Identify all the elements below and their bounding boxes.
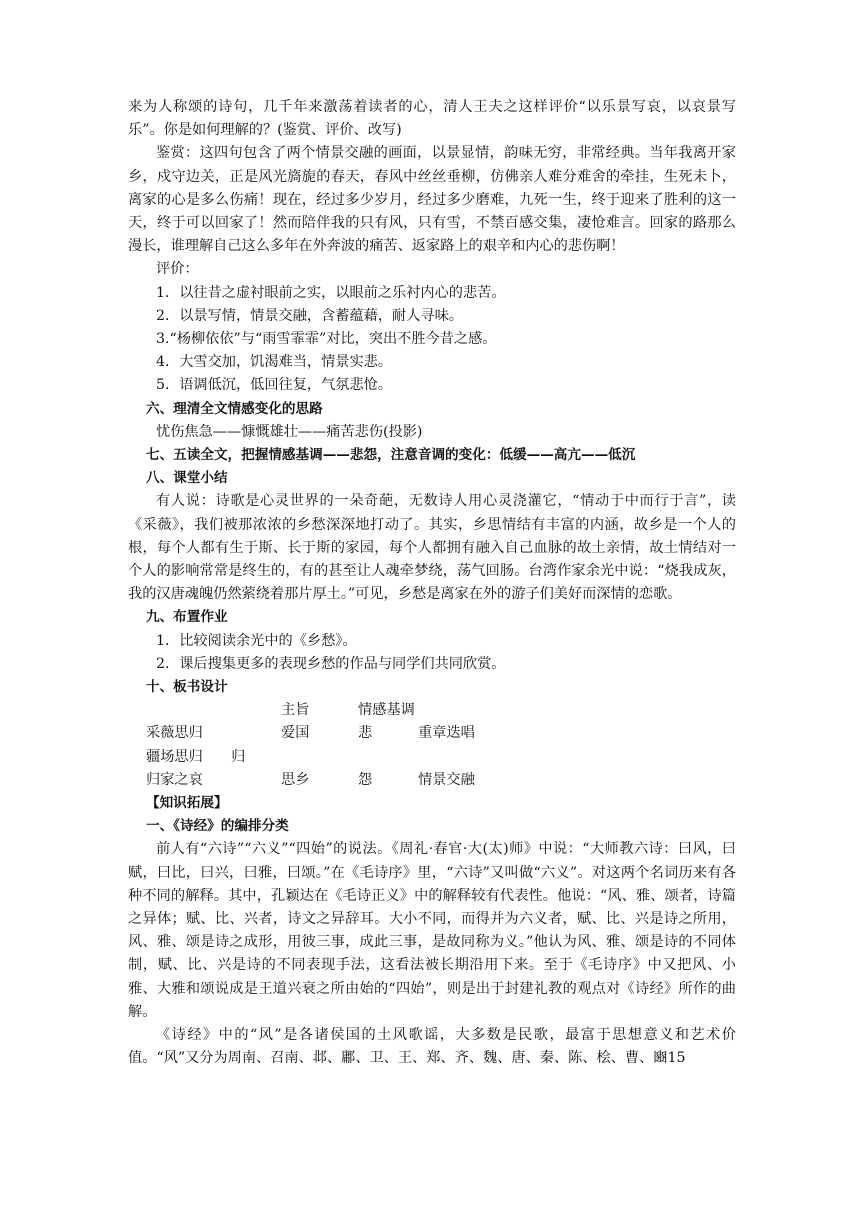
- board-cell: 疆场思归 归: [146, 748, 246, 765]
- evaluation-item: 2．以景写情，情景交融，含蓄蕴藉，耐人寻味。: [156, 307, 463, 324]
- extension-heading: 【知识拓展】: [146, 795, 228, 812]
- board-cell: 爱国: [281, 725, 310, 742]
- board-header-row: [146, 699, 736, 722]
- section-6-body: 忧伤焦急——慷慨雄壮——痛苦悲伤(投影): [156, 423, 423, 440]
- homework-item: 2．课后搜集更多的表现乡愁的作品与同学们共同欣赏。: [156, 655, 506, 672]
- section-7-heading: 七、五读全文，把握情感基调——悲怨，注意音调的变化：低缓——高亢——低沉: [146, 447, 636, 464]
- section-10-heading: 十、板书设计: [146, 679, 228, 696]
- board-row: [146, 722, 736, 745]
- evaluation-item: 3.“杨柳依依”与“雨雪霏霏”对比，突出不胜今昔之感。: [156, 331, 497, 348]
- board-cell: 悲: [358, 725, 373, 742]
- extension-1-paragraph: 《诗经》中的“风”是各诸侯国的土风歌谣，大多数是民歌，最富于思想意义和艺术价值。“风”又分为周南、召南、邶、鄘、卫、王、郑、齐、魏、唐、秦、陈、桧、曹、豳15: [128, 1027, 736, 1067]
- board-cell: 主旨: [281, 702, 310, 719]
- blackboard-design: [128, 699, 736, 792]
- section-6-heading: 六、理清全文情感变化的思路: [146, 400, 323, 417]
- board-cell: [146, 699, 281, 722]
- extension-1-paragraph: 前人有“六诗”“六义”“四始”的说法。《周礼·春官·大(太)师》中说：“大师教六诗：曰风，曰赋，曰比，曰兴，曰雅，曰颂。”在《毛诗序》里，“六诗”又叫做“六义”。对这两个名词历来有各种不同的解释。其中，孔颖达在《毛诗正义》中的解释较有代表性。他说：“风、雅、颂者，诗篇之异体；赋、比、兴者，诗文之异辞耳。大小不同，而得并为六义者，赋、比、兴是诗之所用，风、雅、颂是诗之成形，用彼三事，成此三事，是故同称为义。”他认为风、雅、颂是诗的不同体制，赋、比、兴是诗的不同表现手法，这看法被长期沿用下来。至于《毛诗序》中又把风、小雅、大雅和颂说成是王道兴衰之所由始的“四始”，则是出于封建礼教的观点对《诗经》所作的曲解。: [128, 841, 736, 1020]
- appreciation-paragraph: 鉴赏：这四句包含了两个情景交融的画面，以景显情，韵味无穷，非常经典。当年我离开家乡，戍守边关，正是风光旖旎的春天，春风中丝丝垂柳，仿佛亲人难分难舍的牵挂，生死未卜，离家的心是多么伤痛！现在，经过多少岁月，经过多少磨难，九死一生，终于迎来了胜利的这一天，终于可以回家了！然而陪伴我的只有风，只有雪，不禁百感交集，凄怆难言。回家的路那么漫长，谁理解自己这么多年在外奔波的痛苦、返家路上的艰辛和内心的悲伤啊！: [128, 145, 736, 255]
- board-cell: 情景交融: [418, 771, 475, 788]
- homework-item: 1．比较阅读余光中的《乡愁》。: [156, 632, 357, 649]
- section-8-body: 有人说：诗歌是心灵世界的一朵奇葩，无数诗人用心灵浇灌它，“情动于中而行于言”，读《采薇》，我们被那浓浓的乡愁深深地打动了。其实，乡思情结有丰富的内涵，故乡是一个人的根，每个人都有生于斯、长于斯的家园，每个人都拥有融入自己血脉的故土亲情，故土情结对一个人的影响常常是终生的，有的甚至让人魂牵梦绕，荡气回肠。台湾作家余光中说：“烧我成灰，我的汉唐魂魄仍然萦绕着那片厚土。”可见，乡愁是离家在外的游子们美好而深情的恋歌。: [128, 493, 736, 603]
- evaluation-item: 5．语调低沉，低回往复，气氛悲怆。: [156, 377, 393, 394]
- extension-1-heading: 一、《诗经》的编排分类: [146, 818, 289, 835]
- board-cell: 情感基调: [358, 702, 415, 719]
- board-cell: 归家之哀: [146, 771, 203, 788]
- evaluation-item: 1．以往昔之虚衬眼前之实，以眼前之乐衬内心的悲苦。: [156, 284, 506, 301]
- board-cell: 重章迭唱: [418, 725, 475, 742]
- document-page: [128, 96, 736, 1070]
- board-row: [146, 769, 736, 792]
- board-cell: 采薇思归: [146, 725, 203, 742]
- board-cell: 思乡: [281, 771, 310, 788]
- evaluation-item: 4．大雪交加，饥渴难当，情景实悲。: [156, 354, 393, 371]
- section-8-heading: 八、课堂小结: [146, 470, 228, 487]
- board-row: [146, 746, 736, 769]
- board-cell: [418, 699, 568, 722]
- intro-paragraph: 来为人称颂的诗句，几千年来激荡着读者的心，清人王夫之这样评价“以乐景写哀，以哀景写乐”。你是如何理解的？(鉴赏、评价、改写): [128, 99, 736, 139]
- section-9-heading: 九、布置作业: [146, 609, 228, 626]
- evaluation-title: 评价：: [156, 261, 199, 278]
- board-cell: 怨: [358, 771, 373, 788]
